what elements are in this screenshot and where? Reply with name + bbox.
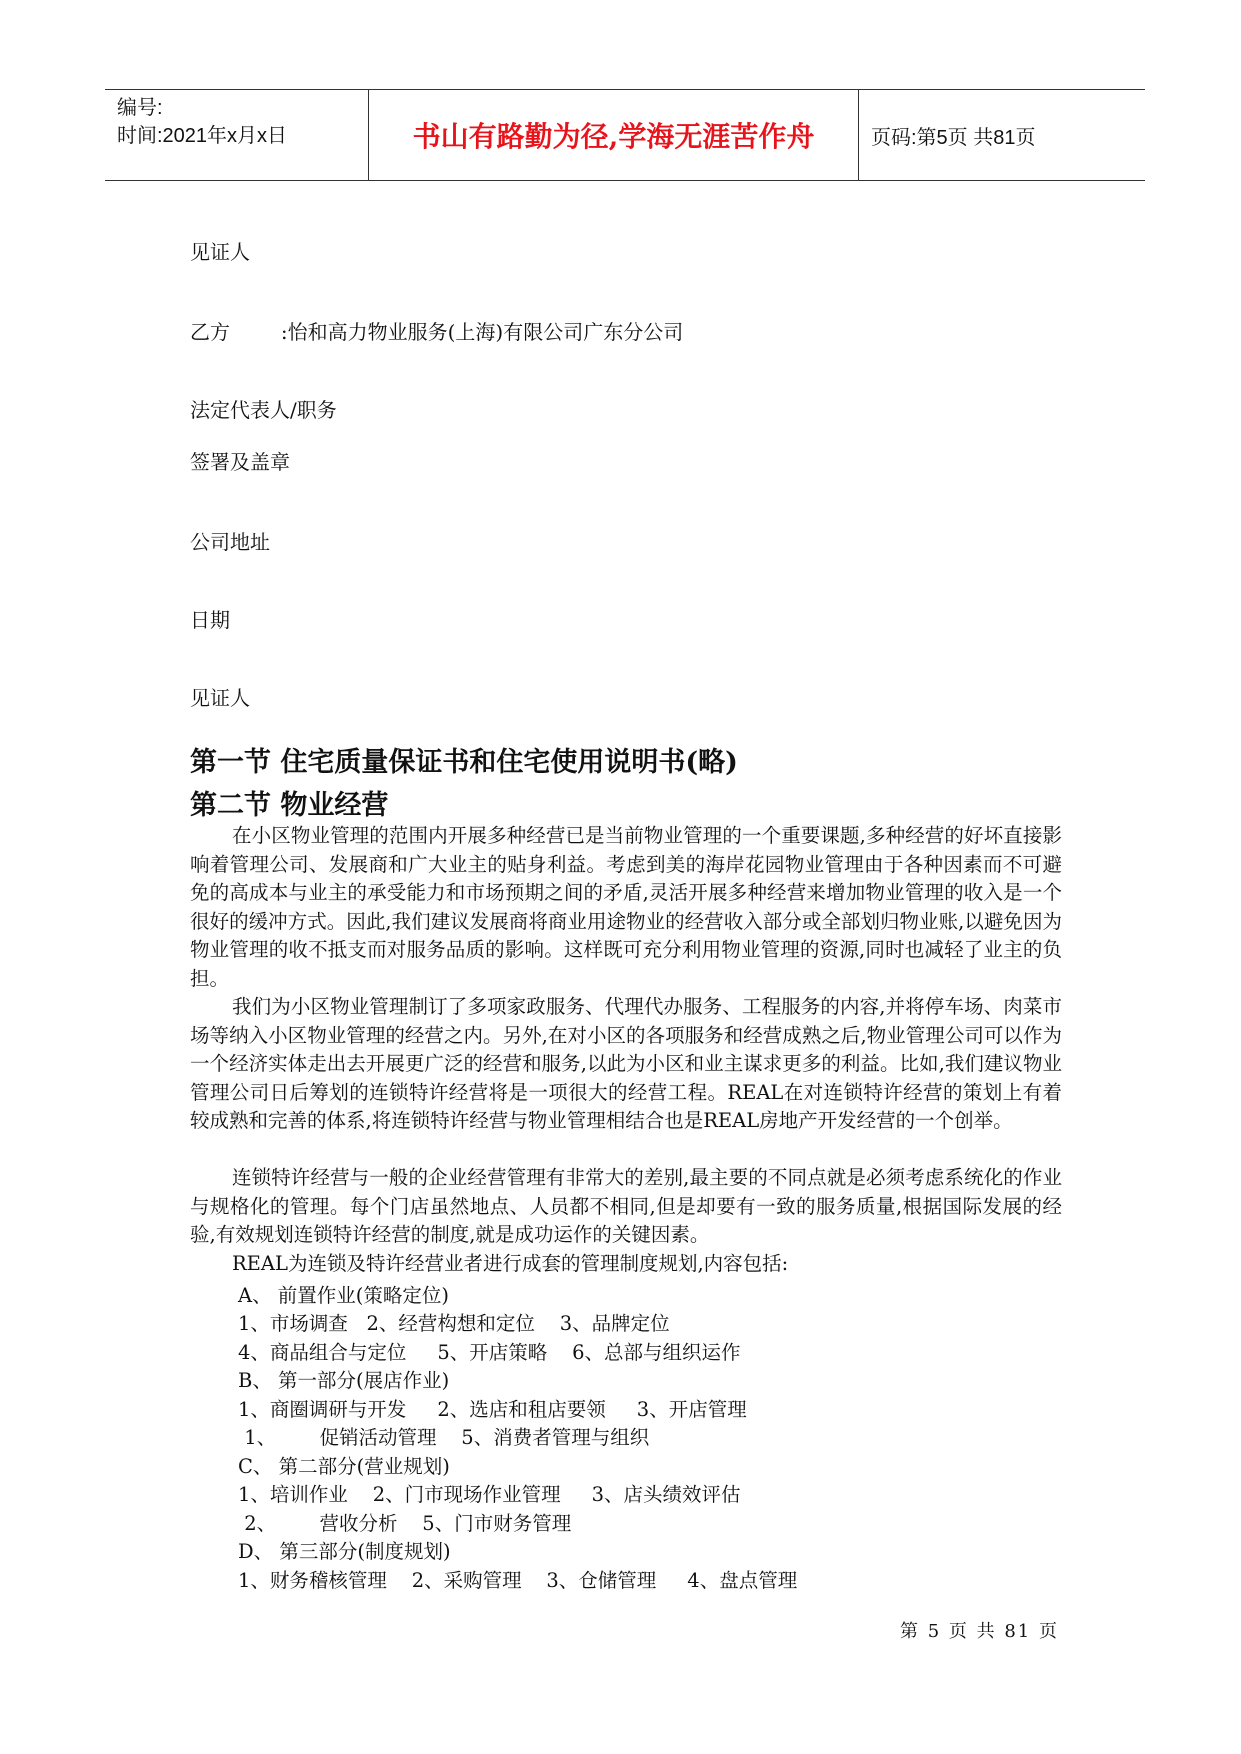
list-item: 1、 促销活动管理 5、消费者管理与组织: [238, 1426, 650, 1449]
list-item: 4、商品组合与定位 5、开店策略 6、总部与组织运作: [238, 1341, 741, 1364]
witness-label-2: 见证人: [190, 686, 250, 710]
witness-label: 见证人: [190, 240, 250, 264]
paragraph-2: 我们为小区物业管理制订了多项家政服务、代理代办服务、工程服务的内容,并将停车场、肉菜市场等纳入小区物业管理的经营之内。另外,在对小区的各项服务和经营成熟之后,物业管理公司可以作为一个经济实体走出去开展更广泛的经营和服务,以此为小区和业主谋求更多的利益。比如,我们建议物业管理公司日后筹划的连锁特许经营将是一项很大的经营工程。REAL在对连锁特许经营的策划上有着较成熟和完善的体系,将连锁特许经营与物业管理相结合也是REAL房地产开发经营的一个创举。: [190, 995, 1062, 1132]
list-item: C、 第二部分(营业规划): [238, 1455, 450, 1478]
address-label: 公司地址: [190, 530, 270, 554]
time-label: 时间:2021年x月x日: [117, 125, 288, 147]
header-meta: [105, 90, 369, 180]
header-motto: 书山有路勤为径,学海无涯苦作舟: [369, 90, 859, 180]
paragraph-4: REAL为连锁及特许经营业者进行成套的管理制度规划,内容包括:: [232, 1252, 789, 1275]
date-label: 日期: [190, 608, 230, 632]
page-footer: 第 5 页 共 81 页: [900, 1621, 1059, 1642]
list-item: 1、商圈调研与开发 2、选店和租店要领 3、开店管理: [238, 1398, 747, 1421]
party-b-line: 乙方 :怡和高力物业服务(上海)有限公司广东分公司: [190, 320, 684, 344]
paragraph-3: 连锁特许经营与一般的企业经营管理有非常大的差别,最主要的不同点就是必须考虑系统化的作业与规格化的管理。每个门店虽然地点、人员都不相同,但是却要有一致的服务质量,根据国际发展的经验,有效规划连锁特许经营的制度,就是成功运作的关键因素。: [190, 1166, 1062, 1246]
signature-label: 签署及盖章: [190, 450, 290, 474]
list-item: 1、培训作业 2、门市现场作业管理 3、店头绩效评估: [238, 1483, 741, 1506]
section2-title: 第二节 物业经营: [190, 790, 389, 821]
list-item: 2、 营收分析 5、门市财务管理: [238, 1512, 572, 1535]
list-item: A、 前置作业(策略定位): [238, 1284, 449, 1307]
number-label: 编号:: [117, 97, 163, 119]
section1-title: 第一节 住宅质量保证书和住宅使用说明书(略): [190, 747, 738, 778]
header-page-label: 页码:第5页 共81页: [871, 126, 1036, 149]
list-item: D、 第三部分(制度规划): [238, 1540, 451, 1563]
document-header: [105, 89, 1145, 181]
list-item: B、 第一部分(展店作业): [238, 1369, 450, 1392]
paragraph-1: 在小区物业管理的范围内开展多种经营已是当前物业管理的一个重要课题,多种经营的好坏直接影响着管理公司、发展商和广大业主的贴身利益。考虑到美的海岸花园物业管理由于各种因素而不可避免的高成本与业主的承受能力和市场预期之间的矛盾,灵活开展多种经营来增加物业管理的收入是一个很好的缓冲方式。因此,我们建议发展商将商业用途物业的经营收入部分或全部划归物业账,以避免因为物业管理的收不抵支而对服务品质的影响。这样既可充分利用物业管理的资源,同时也减轻了业主的负担。: [190, 824, 1062, 990]
list-item: 1、财务稽核管理 2、采购管理 3、仓储管理 4、盘点管理: [238, 1569, 798, 1592]
list-item: 1、市场调查 2、经营构想和定位 3、品牌定位: [238, 1312, 670, 1335]
legal-rep-label: 法定代表人/职务: [190, 398, 337, 422]
